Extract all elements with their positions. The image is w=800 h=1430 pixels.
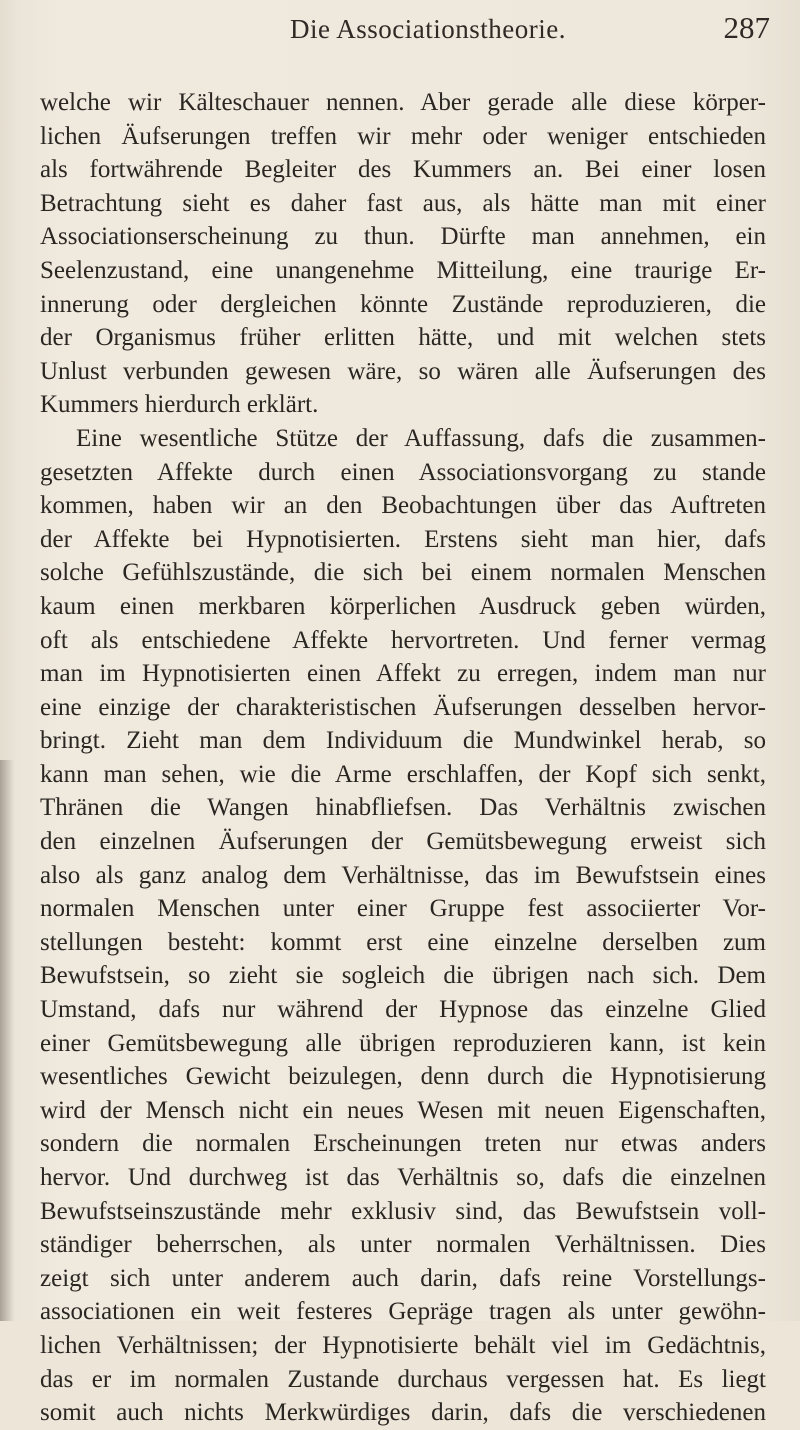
text-line: associationen ein weit festeres Gepräge tragen als unter gewöhn- <box>40 1298 766 1326</box>
text-line: hervor. Und durchweg ist das Verhältnis so, dafs die einzelnen <box>40 1164 766 1191</box>
text-line: als fortwährende Begleiter des Kummers an. Bei einer losen <box>40 156 766 184</box>
text-line: Bewufstsein, so zieht sie sogleich die übrigen nach sich. Dem <box>40 962 766 990</box>
text-line: somit auch nichts Merkwürdiges darin, dafs die verschiedenen <box>40 1399 766 1427</box>
text-line: kommen, haben wir an den Beobachtungen über das Auftreten <box>40 492 766 520</box>
text-line: Seelenzustand, eine unangenehme Mitteilung, eine traurige Er- <box>40 256 766 284</box>
text-line: der Affekte bei Hypnotisierten. Erstens sieht man hier, dafs <box>40 525 766 553</box>
text-line: ständiger beherrschen, als unter normalen Verhältnissen. Dies <box>40 1231 766 1259</box>
text-line: Umstand, dafs nur während der Hypnose das einzelne Glied <box>40 996 766 1024</box>
text-line: welche wir Kälteschauer nennen. Aber gerade alle diese körper- <box>40 89 766 116</box>
text-line: gesetzten Affekte durch einen Associationsvorgang zu stande <box>40 458 766 486</box>
text-line: der Organismus früher erlitten hätte, und mit welchen stets <box>40 324 766 352</box>
text-line-paragraph-start: Eine wesentliche Stütze der Auffassung, dafs die zusammen- <box>76 424 766 452</box>
text-line: einer Gemütsbewegung alle übrigen reproduzieren kann, ist kein <box>40 1029 766 1057</box>
text-line: zeigt sich unter anderem auch darin, dafs reine Vorstellungs- <box>40 1264 766 1292</box>
text-line: das er im normalen Zustande durchaus vergessen hat. Es liegt <box>40 1365 766 1393</box>
text-line: Unlust verbunden gewesen wäre, so wären alle Äufserungen des <box>40 357 766 385</box>
text-line: den einzelnen Äufserungen der Gemütsbewegung erweist sich <box>40 828 766 856</box>
text-line: bringt. Zieht man dem Individuum die Mundwinkel herab, so <box>40 727 766 755</box>
text-line: Betrachtung sieht es daher fast aus, als hätte man mit einer <box>40 189 766 217</box>
text-line: lichen Verhältnissen; der Hypnotisierte behält viel im Gedächtnis, <box>40 1331 766 1359</box>
binding-shadow <box>0 760 14 1321</box>
text-line: solche Gefühlszustände, die sich bei einem normalen Menschen <box>40 559 766 587</box>
page-number: 287 <box>723 10 770 45</box>
text-line: Thränen die Wangen hinabfliefsen. Das Verhältnis zwischen <box>40 794 766 822</box>
text-line: wird der Mensch nicht ein neues Wesen mit neuen Eigenschaften, <box>40 1096 766 1124</box>
text-line: kann man sehen, wie die Arme erschlaffen, der Kopf sich senkt, <box>40 760 766 788</box>
running-title: Die Associationstheorie. <box>290 14 566 44</box>
text-line: Associationserscheinung zu thun. Dürfte man annehmen, ein <box>40 223 766 251</box>
text-line: normalen Menschen unter einer Gruppe fest associierter Vor- <box>40 895 766 923</box>
text-line: wesentliches Gewicht beizulegen, denn durch die Hypnotisierung <box>40 1063 766 1091</box>
text-line: Kummers hierdurch erklärt. <box>40 391 319 419</box>
text-line: eine einzige der charakteristischen Äufserungen desselben hervor- <box>40 693 766 721</box>
body-text <box>40 86 766 1430</box>
text-line: stellungen besteht: kommt erst eine einzelne derselben zum <box>40 928 766 956</box>
text-line: oft als entschiedene Affekte hervortreten. Und ferner vermag <box>40 626 766 654</box>
running-head <box>0 8 800 52</box>
text-line: kaum einen merkbaren körperlichen Ausdruck geben würden, <box>40 592 766 620</box>
text-line: also als ganz analog dem Verhältnisse, das im Bewufstsein eines <box>40 861 766 889</box>
text-line: lichen Äufserungen treffen wir mehr oder weniger entschieden <box>40 122 766 150</box>
text-line: man im Hypnotisierten einen Affekt zu erregen, indem man nur <box>40 660 766 688</box>
text-line: Bewufstseinszustände mehr exklusiv sind, das Bewufstsein voll- <box>40 1197 766 1225</box>
text-line: sondern die normalen Erscheinungen treten nur etwas anders <box>40 1130 766 1158</box>
text-line: innerung oder dergleichen könnte Zustände reproduzieren, die <box>40 290 766 318</box>
